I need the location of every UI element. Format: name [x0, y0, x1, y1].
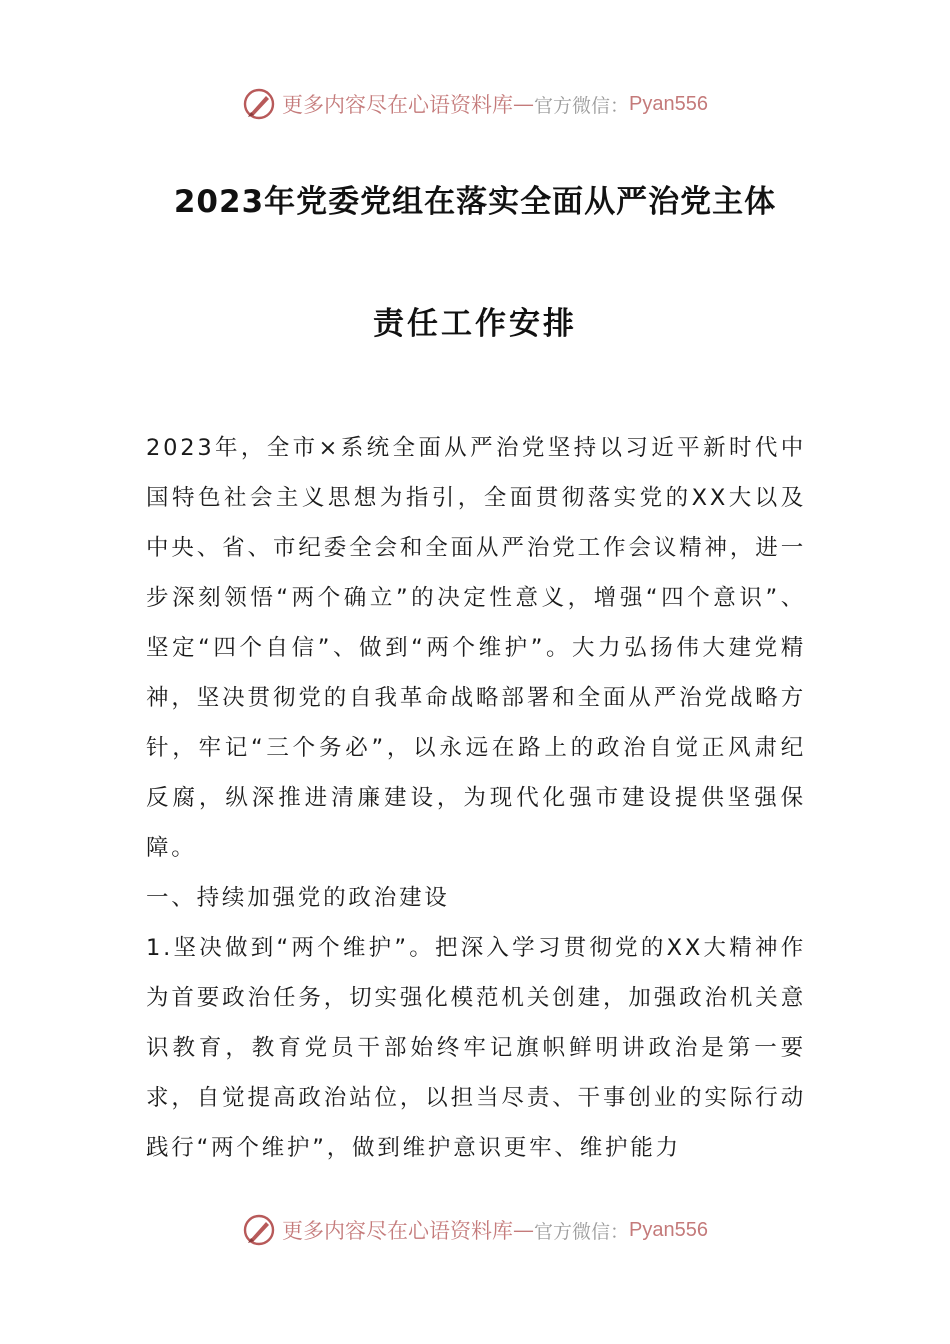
- document-body: [146, 423, 806, 1173]
- intro-paragraph: 2023年，全市×系统全面从严治党坚持以习近平新时代中国特色社会主义思想为指引，全面贯彻落实党的XX大以及中央、省、市纪委全会和全面从严治党工作会议精神，进一步深刻领悟“两个确立”的决定性意义，增强“四个意识”、坚定“四个自信”、做到“两个维护”。大力弘扬伟大建党精神，坚决贯彻党的自我革命战略部署和全面从严治党战略方针，牢记“三个务必”，以永远在路上的政治自觉正风肃纪反腐，纵深推进清廉建设，为现代化强市建设提供坚强保障。: [146, 435, 806, 861]
- watermark-id: Pyan556: [629, 92, 708, 115]
- watermark-official: 官方微信：: [534, 94, 630, 117]
- watermark-text: 更多内容尽在心语资料库: [282, 1219, 513, 1243]
- item1-paragraph: 1.坚决做到“两个维护”。把深入学习贯彻党的XX大精神作为首要政治任务，切实强化模范机关创建，加强政治机关意识教育，教育党员干部始终牢记旗帜鲜明讲政治是第一要求，自觉提高政治站位，以担当尽责、干事创业的实际行动践行“两个维护”，做到维护意识更牢、维护能力: [146, 935, 806, 1161]
- section1-heading: 一、持续加强党的政治建设: [146, 885, 450, 911]
- document-title-line2: 责任工作安排: [373, 306, 577, 342]
- pen-logo-icon: [242, 87, 276, 121]
- pen-logo-icon: [242, 1213, 276, 1247]
- watermark-dash: —: [513, 1218, 534, 1242]
- watermark-text: 更多内容尽在心语资料库: [282, 93, 513, 117]
- watermark-header: [0, 84, 950, 124]
- watermark-id: Pyan556: [629, 1218, 708, 1241]
- watermark-footer: [0, 1210, 950, 1250]
- document-title-line1: 2023年党委党组在落实全面从严治党主体: [173, 184, 777, 220]
- watermark-official: 官方微信：: [534, 1220, 630, 1243]
- watermark-dash: —: [513, 92, 534, 116]
